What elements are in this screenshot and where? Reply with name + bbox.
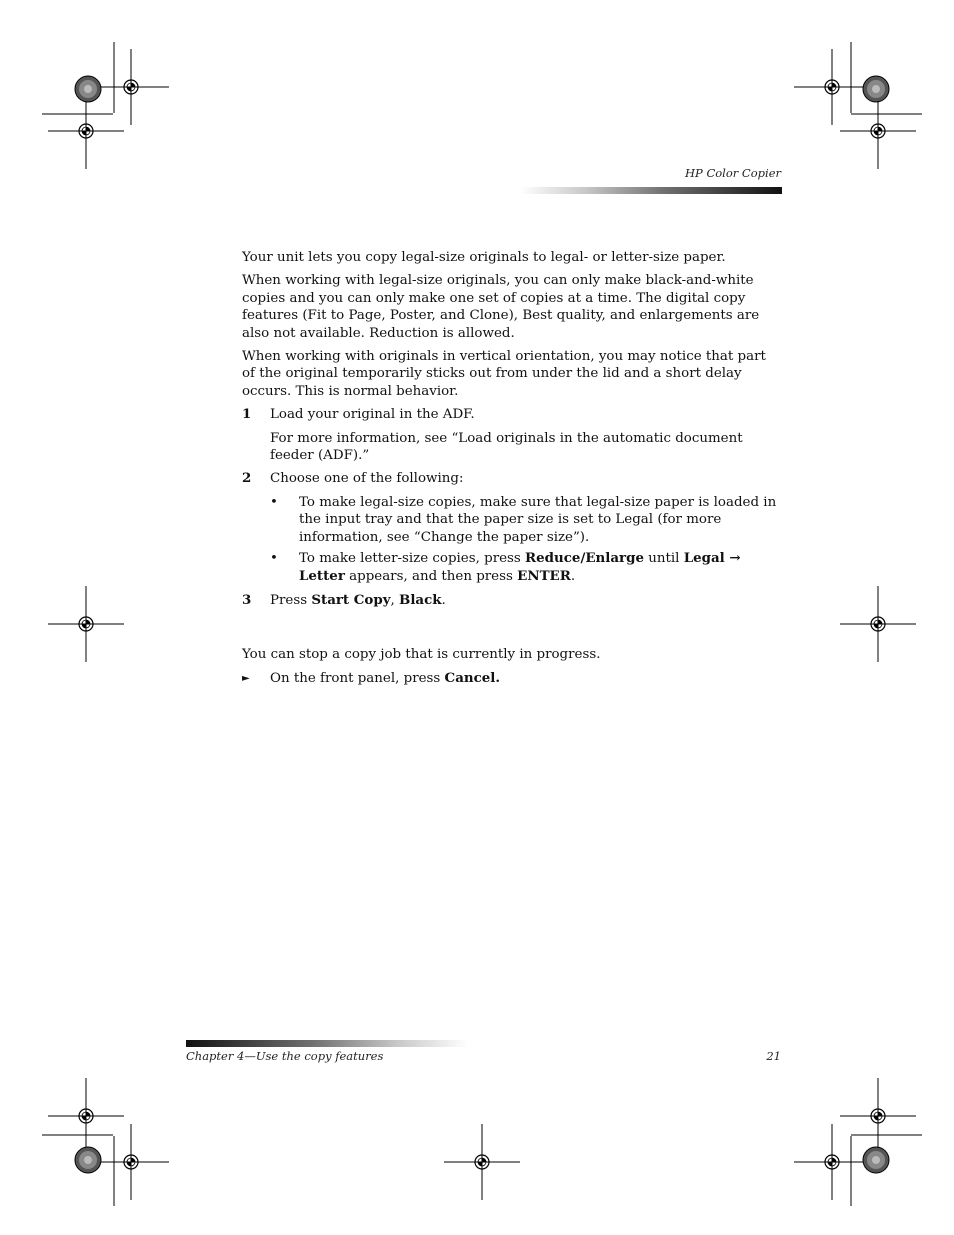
stop-copy-paragraph: You can stop a copy job that is currently in progress. [242,647,601,663]
bullet-letter-copies [242,550,782,585]
instruction-text: On the front panel, press [270,670,445,686]
step-2 [242,470,782,487]
step-1-more-info: For more information, see “Load originals in the automatic document feeder (ADF).” [270,430,743,464]
running-header: HP Color Copier [685,166,781,180]
step-text-start: Press [270,592,312,608]
intro-paragraph: Your unit lets you copy legal-size originals to legal- or letter-size paper. [242,250,726,265]
crosshair-mark-icon [444,1124,520,1200]
cancel-label: Cancel. [444,669,501,686]
star-target-icon [75,76,101,102]
footer-chapter: Chapter 4—Use the copy features [186,1049,384,1063]
bullet-text: To make legal-size copies, make sure that legal-size paper is loaded in the input tray and that the paper size is set to Legal (for more information, see “Change the paper size”). [299,494,777,545]
black-label: Black [399,591,442,608]
bullet-text-mid2: appears, and then press [344,568,518,584]
bullet-icon: • [270,494,278,510]
start-copy-label: Start Copy [311,591,391,608]
stop-copy-instruction [242,670,782,687]
bullet-text-end: . [570,568,576,584]
main-content [242,249,782,687]
step-number: 2 [242,470,252,487]
crosshair-mark-icon [48,1078,124,1154]
step-text: Load your original in the ADF. [270,407,475,423]
right-triangle-icon: ► [242,672,250,684]
bullet-text-start: To make letter-size copies, press [299,551,526,567]
reduce-enlarge-label: Reduce/Enlarge [525,550,644,567]
vertical-orientation-paragraph: When working with originals in vertical orientation, you may notice that part of the original temporarily sticks out from under the lid and a short delay occurs. This is normal behavior. [242,349,766,399]
crosshair-mark-icon [48,586,124,662]
footer-gradient-bar [186,1040,468,1047]
legal-letter-label: Legal → Letter [299,550,741,584]
step-text-end: . [441,592,446,608]
step-text-comma: , [390,592,400,608]
crosshair-mark-icon [48,93,124,169]
step-number: 3 [242,591,252,608]
star-target-icon [75,1147,101,1173]
step-1 [242,406,782,423]
legal-size-restrictions-paragraph: When working with legal-size originals, you can only make black-and-white copies and you can only make one set of copies at a time. The digital copy features (Fit to Page, Poster, and Clone), Best quality, and enlargements are also not available. Reduction is allowed. [242,273,760,341]
enter-label: ENTER [517,567,571,584]
step-text: Choose one of the following: [270,471,464,487]
star-target-icon [863,76,889,102]
star-target-icon [863,1147,889,1173]
bullet-icon: • [270,551,278,567]
step-number: 1 [242,406,252,423]
bullet-text-mid: until [643,551,684,567]
page-number: 21 [766,1049,781,1063]
step-3 [242,592,782,609]
crosshair-mark-icon [840,586,916,662]
header-gradient-bar [520,187,782,194]
bullet-legal-copies [242,494,782,546]
